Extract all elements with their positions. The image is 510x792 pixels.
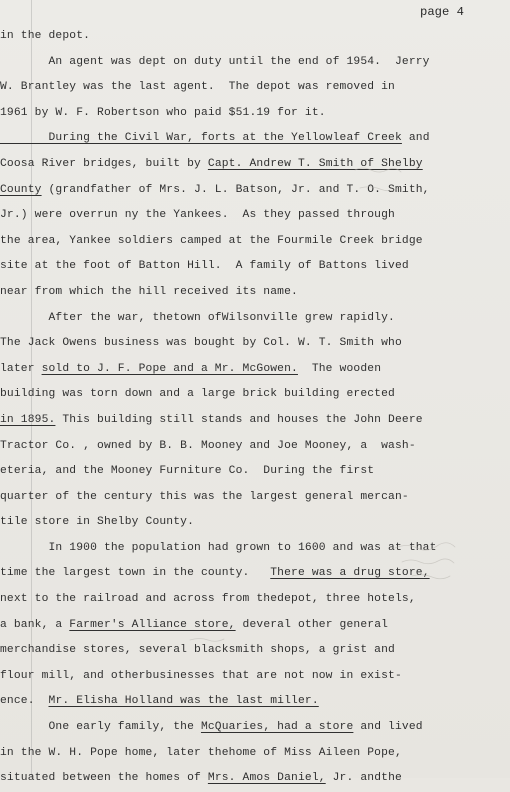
text-line xyxy=(0,638,510,664)
text-run: building was torn down and a large brick building erected xyxy=(0,388,395,401)
text-line xyxy=(0,75,510,101)
underlined-text: Mr. Elisha Holland was the last miller. xyxy=(48,695,319,708)
text-line xyxy=(0,24,510,50)
text-run: in the depot. xyxy=(0,30,91,42)
text-line xyxy=(0,664,510,690)
text-line xyxy=(0,331,510,357)
text-line xyxy=(0,357,510,383)
underlined-text: There was a drug store, xyxy=(270,567,430,580)
text-line xyxy=(0,434,510,460)
text-run: An agent was dept on duty until the end of 1954. Jerry xyxy=(0,55,430,68)
text-line xyxy=(0,306,510,332)
text-run: W. Brantley was the last agent. The depot was removed in xyxy=(0,81,395,94)
page-number: page 4 xyxy=(420,5,464,19)
underlined-text: Capt. Andrew T. Smith of Shelby xyxy=(207,157,423,170)
text-run: Tractor Co. , owned by B. B. Mooney and Joe Mooney, a wash- xyxy=(0,439,416,452)
text-run: a bank, a xyxy=(0,618,70,631)
text-line xyxy=(0,408,510,434)
underlined-text: Farmer's Alliance store, xyxy=(69,618,236,631)
text-run: After the war, thetown ofWilsonville grew rapidly. xyxy=(0,311,395,324)
text-run: next to the railroad and across from thedepot, three hotels, xyxy=(0,593,416,606)
text-run: later xyxy=(0,362,42,375)
underlined-text: Mrs. Amos Daniel, xyxy=(207,772,326,785)
text-line xyxy=(0,485,510,511)
underlined-text: County xyxy=(0,183,42,196)
text-run: in the W. H. Pope home, later thehome of Miss Aileen Pope, xyxy=(0,746,402,759)
text-run: flour mill, and otherbusinesses that are not now in exist- xyxy=(0,669,402,682)
text-line xyxy=(0,178,510,204)
text-line xyxy=(0,741,510,767)
text-line xyxy=(0,536,510,562)
text-run: eteria, and the Mooney Furniture Co. During the first xyxy=(0,465,375,478)
text-run: tile store in Shelby County. xyxy=(0,516,195,529)
text-line xyxy=(0,382,510,408)
text-run: deveral other general xyxy=(235,618,389,631)
text-line xyxy=(0,689,510,715)
text-run: In 1900 the population had grown to 1600 and was at that xyxy=(0,541,437,554)
text-line xyxy=(0,561,510,587)
typed-text-body xyxy=(0,24,510,792)
text-run: (grandfather of Mrs. J. L. Batson, Jr. and T. O. Smith, xyxy=(41,183,430,196)
text-run: and lived xyxy=(353,721,423,734)
text-line xyxy=(0,229,510,255)
text-line xyxy=(0,766,510,792)
text-run: and xyxy=(401,132,430,145)
text-line xyxy=(0,254,510,280)
text-run: ence. xyxy=(0,695,49,708)
text-run: This building still stands and houses the John Deere xyxy=(55,413,423,426)
text-line xyxy=(0,203,510,229)
text-run: near from which the hill received its name. xyxy=(0,285,298,298)
text-line xyxy=(0,715,510,741)
underlined-text: in 1895. xyxy=(0,413,56,426)
text-line xyxy=(0,101,510,127)
underlined-text: During the Civil War, forts at the Yellowleaf Creek xyxy=(0,132,402,145)
text-run: quarter of the century this was the largest general mercan- xyxy=(0,490,409,503)
text-line xyxy=(0,126,510,152)
text-run: merchandise stores, several blacksmith shops, a grist and xyxy=(0,644,395,657)
text-run: Jr. andthe xyxy=(325,772,402,785)
text-line xyxy=(0,613,510,639)
text-run: time the largest town in the county. xyxy=(0,567,271,580)
text-run: The Jack Owens business was bought by Col. W. T. Smith who xyxy=(0,337,402,350)
text-line xyxy=(0,510,510,536)
text-line xyxy=(0,50,510,76)
text-run: Coosa River bridges, built by xyxy=(0,157,208,170)
text-line xyxy=(0,280,510,306)
text-run: site at the foot of Batton Hill. A family of Battons lived xyxy=(0,260,409,273)
text-line xyxy=(0,587,510,613)
text-line xyxy=(0,459,510,485)
text-run: 1961 by W. F. Robertson who paid $51.19 for it. xyxy=(0,106,326,119)
text-run: The wooden xyxy=(297,362,382,375)
underlined-text: sold to J. F. Pope and a Mr. McGowen. xyxy=(41,362,298,375)
text-run: Jr.) were overrun ny the Yankees. As they passed through xyxy=(0,209,395,222)
text-line xyxy=(0,152,510,178)
text-run: One early family, the xyxy=(0,721,201,734)
underlined-text: McQuaries, had a store xyxy=(200,721,354,734)
text-run: the area, Yankee soldiers camped at the Fourmile Creek bridge xyxy=(0,234,423,247)
text-run: situated between the homes of xyxy=(0,772,208,785)
